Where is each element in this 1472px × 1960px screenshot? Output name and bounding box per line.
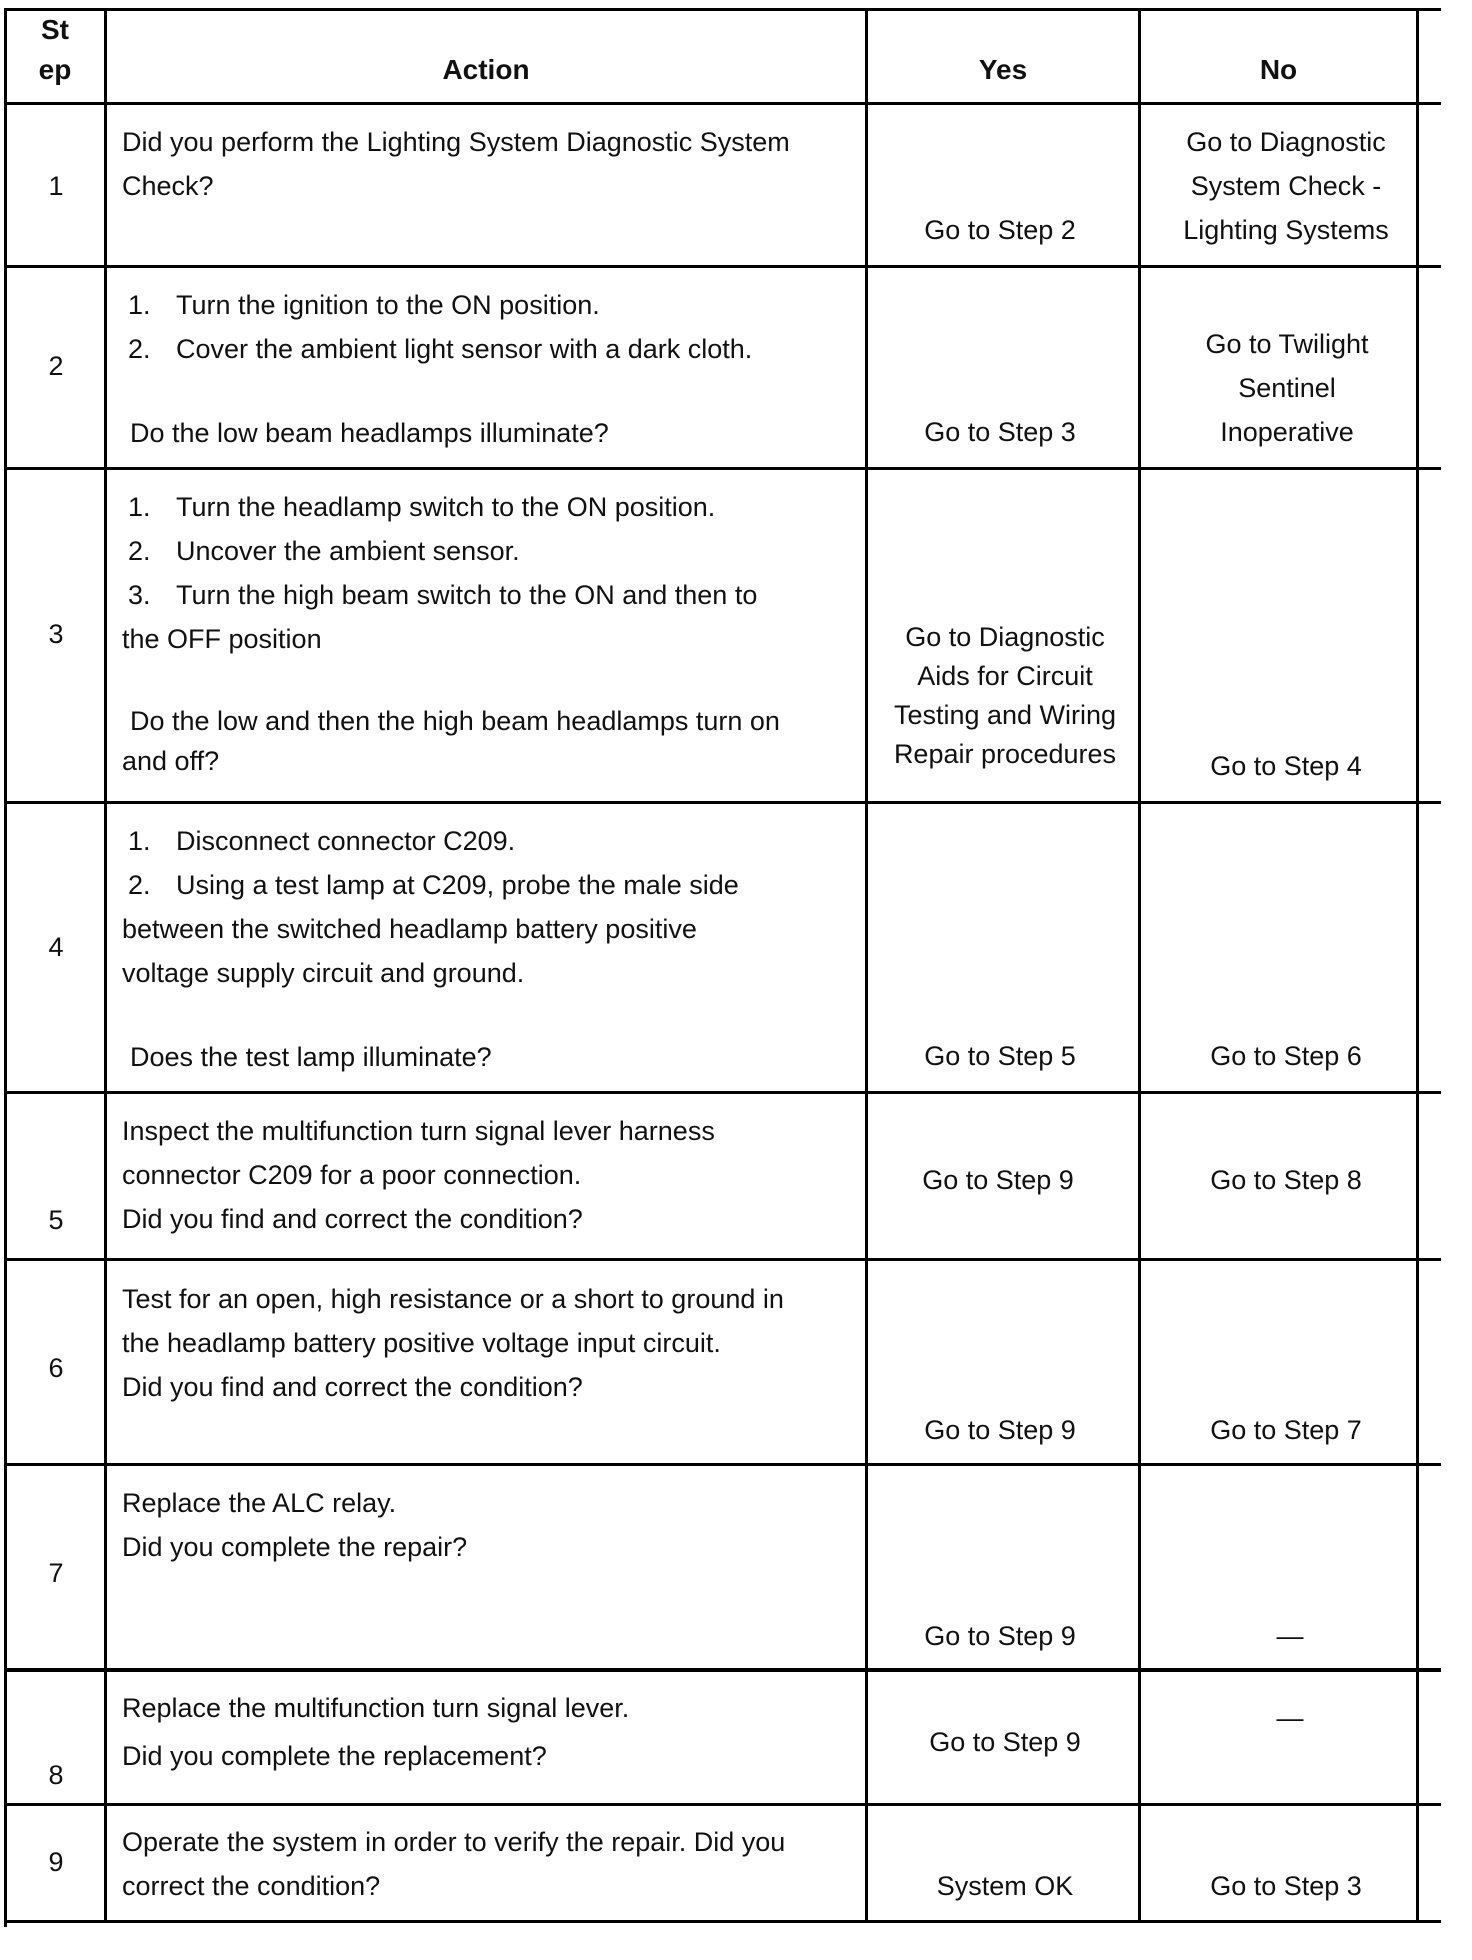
action-text: Did you find and correct the condition? [122,1204,583,1234]
yes-cell: Go to Step 3 [924,417,1076,447]
action-text: Did you find and correct the condition? [122,1372,583,1402]
action-text: Did you perform the Lighting System Diagnostic System [122,127,790,157]
yes-cell: Go to Step 9 [929,1727,1081,1757]
column-divider [4,8,7,1927]
action-question: Do the low beam headlamps illuminate? [130,418,609,448]
no-text: System Check - [1190,171,1382,201]
yes-cell: Go to Step 9 [922,1165,1074,1195]
action-list-item: 3. Turn the high beam switch to the ON and then to [128,580,758,610]
header-step [8,10,102,90]
action-list-item: 2. Cover the ambient light sensor with a dark cloth. [128,334,753,364]
no-text: Go to Twilight [1205,329,1369,359]
action-list-item: 2. Uncover the ambient sensor. [128,536,520,566]
step-number: 9 [48,1847,64,1877]
yes-cell: Go to Step 9 [924,1621,1076,1651]
action-cell [122,1481,812,1569]
action-text: Operate the system in order to verify the repair. Did you [122,1827,786,1857]
action-cell [122,1820,812,1908]
table-border-top [4,8,1441,11]
row-divider [4,102,1441,105]
step-number: 3 [48,619,64,649]
no-cell [1148,322,1426,454]
step-number: 6 [48,1353,64,1383]
row-divider [4,467,1441,470]
action-text: Check? [122,171,214,201]
yes-cell: Go to Step 5 [924,1041,1076,1071]
step-number: 1 [48,171,64,201]
action-cell [122,485,812,781]
action-list-item: 1. Turn the ignition to the ON position. [128,290,600,320]
column-divider [104,8,107,1923]
row-divider [4,1463,1441,1466]
yes-cell [870,618,1140,774]
yes-text: Go to Diagnostic [905,622,1105,652]
yes-text: Aids for Circuit [917,661,1093,691]
action-text: the OFF position [122,624,322,654]
action-text: Test for an open, high resistance or a short to ground in [122,1284,784,1314]
action-cell [122,120,812,208]
step-number: 5 [48,1205,64,1235]
column-divider [1138,8,1141,1923]
action-text: voltage supply circuit and ground. [122,958,525,988]
no-text: Go to Diagnostic [1186,127,1386,157]
header-step-line: St [41,14,69,45]
step-number: 2 [48,351,64,381]
yes-cell: System OK [936,1871,1074,1901]
action-text: Did you complete the replacement? [122,1741,547,1771]
no-cell: Go to Step 8 [1210,1165,1362,1195]
no-cell: Go to Step 7 [1210,1415,1362,1445]
no-cell: Go to Step 3 [1210,1871,1362,1901]
no-cell: — [1276,1703,1304,1733]
yes-cell: Go to Step 9 [924,1415,1076,1445]
yes-text: Repair procedures [893,739,1117,769]
action-list-item: 2. Using a test lamp at C209, probe the male side [128,870,739,900]
step-number: 8 [48,1760,64,1790]
header-yes: Yes [978,54,1028,85]
step-number: 4 [48,932,64,962]
row-divider [4,801,1441,804]
action-cell [122,1684,812,1780]
action-cell [122,1277,812,1409]
step-number: 7 [48,1558,64,1588]
column-divider [865,8,868,1923]
row-divider [4,265,1441,268]
row-divider [4,1668,1441,1672]
action-cell [122,819,812,1079]
action-list-item: 1. Turn the headlamp switch to the ON position. [128,492,716,522]
header-no: No [1259,54,1298,85]
action-question: Do the low and then the high beam headlamps turn on [130,706,780,736]
action-text: correct the condition? [122,1871,381,1901]
action-list-item: 1. Disconnect connector C209. [128,826,516,856]
no-text: Lighting Systems [1183,215,1389,245]
action-cell [122,1109,812,1241]
no-cell: — [1276,1621,1304,1651]
no-cell [1148,120,1424,252]
no-text: Sentinel [1238,373,1336,403]
header-step-line: ep [38,54,72,85]
action-cell [122,283,812,455]
action-text: the headlamp battery positive voltage input circuit. [122,1328,721,1358]
yes-text: Testing and Wiring [893,700,1117,730]
action-text: between the switched headlamp battery positive [122,914,697,944]
action-text: Replace the multifunction turn signal lever. [122,1693,630,1723]
no-cell: Go to Step 4 [1210,751,1362,781]
action-text: Replace the ALC relay. [122,1488,397,1518]
action-text: Did you complete the repair? [122,1532,468,1562]
action-text: connector C209 for a poor connection. [122,1160,582,1190]
table-border-bottom [4,1920,1441,1923]
action-question: and off? [122,746,220,776]
yes-cell: Go to Step 2 [924,215,1076,245]
header-action: Action [442,54,530,85]
no-text: Inoperative [1220,417,1354,447]
row-divider [4,1091,1441,1094]
row-divider [4,1258,1441,1261]
action-question: Does the test lamp illuminate? [130,1042,492,1072]
no-cell: Go to Step 6 [1210,1041,1362,1071]
action-text: Inspect the multifunction turn signal lever harness [122,1116,715,1146]
row-divider [4,1803,1441,1806]
